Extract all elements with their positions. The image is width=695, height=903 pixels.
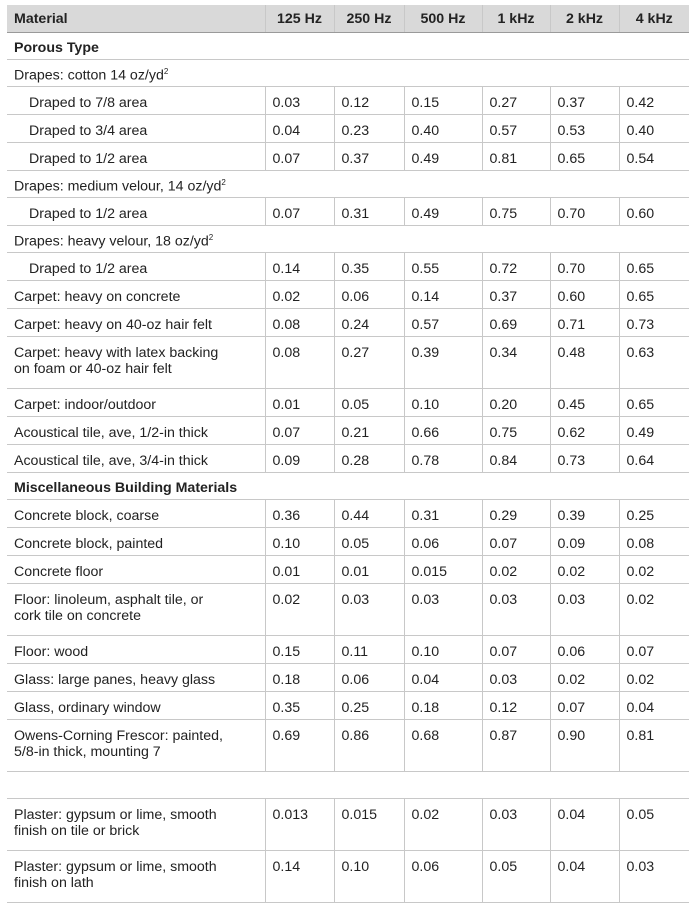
coefficient-cell: 0.65 (619, 253, 689, 281)
coefficient-cell: 0.01 (265, 556, 334, 584)
coefficient-cell: 0.44 (334, 500, 404, 528)
group-title-text: Drapes: heavy velour, 18 oz/yd (14, 233, 209, 250)
material-cell: Draped to 1/2 area (7, 198, 265, 226)
coefficient-cell: 0.84 (482, 445, 550, 473)
coefficient-cell: 0.02 (550, 556, 619, 584)
coefficient-cell: 0.01 (265, 389, 334, 417)
coefficient-cell: 0.73 (550, 445, 619, 473)
coefficient-cell: 0.02 (265, 584, 334, 636)
coefficient-cell: 0.09 (265, 445, 334, 473)
header-4khz: 4 kHz (619, 5, 689, 33)
coefficient-cell: 0.03 (265, 87, 334, 115)
coefficient-cell: 0.10 (404, 389, 482, 417)
coefficient-cell: 0.02 (404, 799, 482, 851)
group-title (7, 226, 689, 253)
coefficient-cell: 0.07 (265, 143, 334, 171)
material-line: Floor: linoleum, asphalt tile, or (14, 592, 204, 608)
header-125hz: 125 Hz (265, 5, 334, 33)
coefficient-cell: 0.06 (404, 851, 482, 903)
material-cell: Draped to 1/2 area (7, 253, 265, 281)
table-row (7, 720, 689, 772)
header-250hz: 250 Hz (334, 5, 404, 33)
table-row (7, 253, 689, 281)
coefficient-cell: 0.48 (550, 337, 619, 389)
coefficient-cell: 0.68 (404, 720, 482, 772)
table-row (7, 87, 689, 115)
coefficient-cell: 0.37 (550, 87, 619, 115)
material-line: finish on tile or brick (14, 823, 140, 839)
coefficient-cell: 0.03 (482, 799, 550, 851)
table-row (7, 500, 689, 528)
coefficient-cell: 0.01 (334, 556, 404, 584)
coefficient-cell: 0.04 (550, 851, 619, 903)
coefficient-cell: 0.06 (334, 281, 404, 309)
material-line: 5/8-in thick, mounting 7 (14, 744, 161, 760)
coefficient-cell: 0.05 (334, 528, 404, 556)
coefficient-cell: 0.66 (404, 417, 482, 445)
coefficient-cell: 0.07 (482, 528, 550, 556)
section-title: Porous Type (7, 33, 689, 60)
group-row-heavy-velour (7, 226, 689, 253)
material-line: finish on lath (14, 875, 94, 891)
coefficient-cell: 0.69 (482, 309, 550, 337)
table-row (7, 417, 689, 445)
coefficient-cell: 0.65 (550, 143, 619, 171)
superscript: 2 (163, 67, 169, 76)
coefficient-cell: 0.40 (619, 115, 689, 143)
coefficient-cell: 0.18 (265, 664, 334, 692)
group-title-text: Drapes: medium velour, 14 oz/yd (14, 178, 222, 195)
coefficient-cell: 0.013 (265, 799, 334, 851)
table-row (7, 143, 689, 171)
coefficient-cell: 0.02 (619, 584, 689, 636)
coefficient-cell: 0.75 (482, 198, 550, 226)
coefficient-cell: 0.69 (265, 720, 334, 772)
coefficient-cell: 0.03 (482, 584, 550, 636)
coefficient-cell: 0.07 (619, 636, 689, 664)
table-row (7, 851, 689, 903)
material-cell (7, 799, 265, 851)
coefficient-cell: 0.49 (619, 417, 689, 445)
coefficient-cell: 0.03 (619, 851, 689, 903)
coefficient-cell: 0.73 (619, 309, 689, 337)
coefficient-cell: 0.12 (482, 692, 550, 720)
superscript: 2 (221, 178, 226, 187)
material-line: cork tile on concrete (14, 608, 141, 624)
coefficient-cell: 0.57 (482, 115, 550, 143)
coefficient-cell: 0.04 (404, 664, 482, 692)
coefficient-cell: 0.14 (265, 851, 334, 903)
material-cell: Acoustical tile, ave, 1/2-in thick (7, 417, 265, 445)
material-line: Plaster: gypsum or lime, smooth (14, 807, 217, 823)
coefficient-cell: 0.24 (334, 309, 404, 337)
material-cell: Concrete floor (7, 556, 265, 584)
coefficient-cell: 0.31 (334, 198, 404, 226)
coefficient-cell: 0.02 (265, 281, 334, 309)
coefficient-cell: 0.08 (265, 337, 334, 389)
group-title (7, 171, 689, 198)
material-cell: Carpet: heavy on 40-oz hair felt (7, 309, 265, 337)
table-row (7, 556, 689, 584)
coefficient-cell: 0.02 (550, 664, 619, 692)
gap-cell (7, 772, 689, 799)
coefficient-cell: 0.54 (619, 143, 689, 171)
coefficient-cell: 0.60 (619, 198, 689, 226)
coefficient-cell: 0.37 (482, 281, 550, 309)
coefficient-cell: 0.71 (550, 309, 619, 337)
coefficient-cell: 0.87 (482, 720, 550, 772)
material-cell: Glass: large panes, heavy glass (7, 664, 265, 692)
table-row (7, 309, 689, 337)
coefficient-cell: 0.03 (404, 584, 482, 636)
material-line: Owens-Corning Frescor: painted, (14, 728, 223, 744)
coefficient-cell: 0.65 (619, 389, 689, 417)
coefficient-cell: 0.09 (550, 528, 619, 556)
coefficient-cell: 0.35 (334, 253, 404, 281)
coefficient-cell: 0.07 (265, 417, 334, 445)
coefficient-cell: 0.06 (334, 664, 404, 692)
coefficient-cell: 0.86 (334, 720, 404, 772)
superscript: 2 (208, 233, 214, 242)
coefficient-cell: 0.03 (334, 584, 404, 636)
section-row-porous (7, 33, 689, 60)
material-cell: Draped to 7/8 area (7, 87, 265, 115)
coefficient-cell: 0.07 (265, 198, 334, 226)
coefficient-cell: 0.70 (550, 198, 619, 226)
table-row (7, 692, 689, 720)
coefficient-cell: 0.25 (334, 692, 404, 720)
coefficient-cell: 0.49 (404, 143, 482, 171)
material-cell: Floor: wood (7, 636, 265, 664)
coefficient-cell: 0.18 (404, 692, 482, 720)
coefficient-cell: 0.06 (550, 636, 619, 664)
coefficient-cell: 0.39 (550, 500, 619, 528)
coefficient-cell: 0.34 (482, 337, 550, 389)
section-title: Miscellaneous Building Materials (7, 473, 689, 500)
coefficient-cell: 0.31 (404, 500, 482, 528)
material-line: on foam or 40-oz hair felt (14, 361, 172, 377)
coefficient-cell: 0.02 (619, 556, 689, 584)
page-break-gap (7, 772, 689, 799)
table-row (7, 636, 689, 664)
coefficient-cell: 0.10 (334, 851, 404, 903)
coefficient-cell: 0.02 (619, 664, 689, 692)
coefficient-cell: 0.75 (482, 417, 550, 445)
material-cell: Concrete block, painted (7, 528, 265, 556)
coefficient-cell: 0.27 (482, 87, 550, 115)
header-material: Material (7, 5, 265, 33)
coefficient-cell: 0.72 (482, 253, 550, 281)
table-row (7, 281, 689, 309)
material-cell (7, 720, 265, 772)
coefficient-cell: 0.40 (404, 115, 482, 143)
material-cell: Draped to 3/4 area (7, 115, 265, 143)
coefficient-cell: 0.05 (482, 851, 550, 903)
group-title (7, 60, 689, 87)
coefficient-cell: 0.07 (550, 692, 619, 720)
coefficient-cell: 0.42 (619, 87, 689, 115)
coefficient-cell: 0.10 (404, 636, 482, 664)
material-line: Plaster: gypsum or lime, smooth (14, 859, 217, 875)
coefficient-cell: 0.23 (334, 115, 404, 143)
coefficient-cell: 0.35 (265, 692, 334, 720)
section-row-misc (7, 473, 689, 500)
header-row (7, 5, 689, 33)
coefficient-cell: 0.07 (482, 636, 550, 664)
coefficient-cell: 0.06 (404, 528, 482, 556)
coefficient-cell: 0.36 (265, 500, 334, 528)
coefficient-cell: 0.15 (265, 636, 334, 664)
group-title-text: Drapes: cotton 14 oz/yd (14, 67, 164, 84)
header-2khz: 2 kHz (550, 5, 619, 33)
table-row (7, 337, 689, 389)
coefficient-cell: 0.62 (550, 417, 619, 445)
coefficient-cell: 0.55 (404, 253, 482, 281)
coefficient-cell: 0.29 (482, 500, 550, 528)
material-cell: Carpet: indoor/outdoor (7, 389, 265, 417)
coefficient-cell: 0.05 (619, 799, 689, 851)
coefficient-cell: 0.03 (482, 664, 550, 692)
group-row-medium-velour (7, 171, 689, 198)
table-row (7, 584, 689, 636)
coefficient-cell: 0.64 (619, 445, 689, 473)
coefficient-cell: 0.14 (404, 281, 482, 309)
coefficient-cell: 0.90 (550, 720, 619, 772)
table-row (7, 115, 689, 143)
material-cell (7, 851, 265, 903)
header-1khz: 1 kHz (482, 5, 550, 33)
table-row (7, 198, 689, 226)
coefficient-cell: 0.81 (482, 143, 550, 171)
coefficient-cell: 0.27 (334, 337, 404, 389)
coefficient-cell: 0.28 (334, 445, 404, 473)
coefficient-cell: 0.20 (482, 389, 550, 417)
table-row (7, 389, 689, 417)
table-row (7, 799, 689, 851)
coefficient-cell: 0.21 (334, 417, 404, 445)
material-cell: Draped to 1/2 area (7, 143, 265, 171)
table-row (7, 664, 689, 692)
coefficient-cell: 0.11 (334, 636, 404, 664)
coefficient-cell: 0.60 (550, 281, 619, 309)
header-500hz: 500 Hz (404, 5, 482, 33)
coefficient-cell: 0.05 (334, 389, 404, 417)
coefficient-cell: 0.08 (619, 528, 689, 556)
coefficient-cell: 0.81 (619, 720, 689, 772)
material-cell: Concrete block, coarse (7, 500, 265, 528)
coefficient-cell: 0.39 (404, 337, 482, 389)
coefficient-cell: 0.04 (550, 799, 619, 851)
material-cell (7, 584, 265, 636)
coefficient-cell: 0.015 (404, 556, 482, 584)
coefficient-cell: 0.57 (404, 309, 482, 337)
coefficient-cell: 0.70 (550, 253, 619, 281)
coefficient-cell: 0.015 (334, 799, 404, 851)
coefficient-cell: 0.65 (619, 281, 689, 309)
coefficient-cell: 0.37 (334, 143, 404, 171)
coefficient-cell: 0.08 (265, 309, 334, 337)
table-row (7, 445, 689, 473)
coefficient-cell: 0.78 (404, 445, 482, 473)
material-line: Carpet: heavy with latex backing (14, 345, 219, 361)
coefficient-cell: 0.45 (550, 389, 619, 417)
coefficient-cell: 0.04 (619, 692, 689, 720)
coefficient-cell: 0.49 (404, 198, 482, 226)
material-cell: Acoustical tile, ave, 3/4-in thick (7, 445, 265, 473)
coefficient-cell: 0.63 (619, 337, 689, 389)
coefficient-cell: 0.14 (265, 253, 334, 281)
coefficient-cell: 0.04 (265, 115, 334, 143)
coefficient-cell: 0.10 (265, 528, 334, 556)
material-cell (7, 337, 265, 389)
coefficient-cell: 0.03 (550, 584, 619, 636)
coefficient-cell: 0.25 (619, 500, 689, 528)
coefficient-cell: 0.02 (482, 556, 550, 584)
material-cell: Glass, ordinary window (7, 692, 265, 720)
coefficient-cell: 0.12 (334, 87, 404, 115)
table-row (7, 528, 689, 556)
coefficient-cell: 0.53 (550, 115, 619, 143)
absorption-coefficient-table (7, 5, 689, 903)
group-row-cotton (7, 60, 689, 87)
coefficient-cell: 0.15 (404, 87, 482, 115)
material-cell: Carpet: heavy on concrete (7, 281, 265, 309)
